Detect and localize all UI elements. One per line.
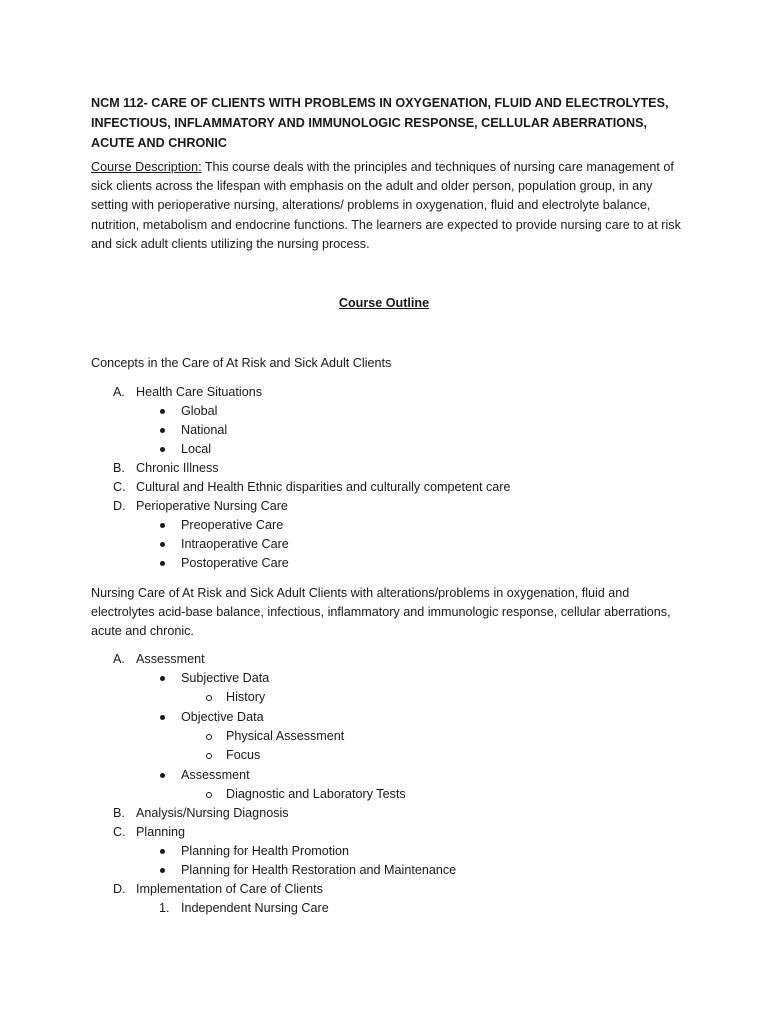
outline-text: Subjective Data	[181, 671, 270, 685]
bullet-icon	[160, 447, 165, 452]
bullet-icon	[160, 428, 165, 433]
outline-text: Planning	[136, 825, 186, 839]
circle-bullet-icon	[206, 753, 212, 759]
circle-bullet-icon	[206, 695, 212, 701]
outline-text: Assessment	[136, 652, 205, 666]
course-title: NCM 112- CARE OF CLIENTS WITH PROBLEMS IN OXYGENATION, FLUID AND ELECTROLYTES, INFECTIOUS, INFLAMMATORY AND IMMUNOLOGIC RESPONSE, CELLULAR ABERRATIONS, ACUTE AND CHRONIC	[91, 96, 669, 150]
outline-text: Intraoperative Care	[181, 537, 289, 551]
outline-text: Diagnostic and Laboratory Tests	[226, 787, 406, 801]
outline-marker: C.	[113, 825, 126, 839]
bullet-icon	[160, 868, 165, 873]
bullet-icon	[160, 523, 165, 528]
outline-text: Perioperative Nursing Care	[136, 499, 288, 513]
bullet-icon	[160, 715, 165, 720]
outline-text: Planning for Health Promotion	[181, 844, 350, 858]
outline-text: Global	[181, 404, 218, 418]
section2-intro: Nursing Care of At Risk and Sick Adult Clients with alterations/problems in oxygenation, fluid and electrolytes acid-base balance, infectious, inflammatory and immunologic response, cellular aberrations, acute and chronic.	[91, 586, 671, 639]
outline-text: Objective Data	[181, 710, 264, 724]
outline-text: Chronic Illness	[136, 461, 219, 475]
outline-text: Cultural and Health Ethnic disparities and culturally competent care	[136, 480, 511, 494]
outline-text: Postoperative Care	[181, 556, 289, 570]
course-description-text: This course deals with the principles and techniques of nursing care management of sick clients across the lifespan with emphasis on the adult and older person, population group, in any setting with perioperative nursing, alterations/ problems in oxygenation, fluid and electrolyte balance, nutrition, metabolism and endocrine functions. The learners are expected to provide nursing care to at risk and sick adult clients utilizing the nursing process.	[91, 160, 681, 251]
outline-heading: Course Outline	[338, 296, 430, 310]
outline-text: Local	[181, 442, 212, 456]
outline-marker: B.	[113, 806, 125, 820]
outline-text: Preoperative Care	[181, 518, 284, 532]
bullet-icon	[160, 773, 165, 778]
outline-marker: 1.	[159, 901, 170, 915]
course-description	[91, 158, 691, 254]
bullet-icon	[160, 676, 165, 681]
outline-text: Physical Assessment	[226, 729, 345, 743]
outline-text: Assessment	[181, 768, 250, 782]
bullet-icon	[160, 561, 165, 566]
bullet-icon	[160, 849, 165, 854]
bullet-icon	[160, 542, 165, 547]
outline-text: Implementation of Care of Clients	[136, 882, 323, 896]
outline-marker: B.	[113, 461, 125, 475]
section1-title: Concepts in the Care of At Risk and Sick Adult Clients	[91, 356, 392, 370]
outline-text: National	[181, 423, 228, 437]
outline-text: History	[226, 690, 266, 704]
outline-marker: A.	[113, 385, 125, 399]
circle-bullet-icon	[206, 792, 212, 798]
circle-bullet-icon	[206, 734, 212, 740]
outline-marker: A.	[113, 652, 125, 666]
course-description-label: Course Description:	[91, 160, 202, 174]
outline-text: Focus	[226, 748, 261, 762]
outline-marker: C.	[113, 480, 126, 494]
outline-text: Health Care Situations	[136, 385, 263, 399]
bullet-icon	[160, 409, 165, 414]
outline-text: Independent Nursing Care	[181, 901, 329, 915]
outline-marker: D.	[113, 499, 126, 513]
outline-text: Analysis/Nursing Diagnosis	[136, 806, 289, 820]
outline-text: Planning for Health Restoration and Maintenance	[181, 863, 457, 877]
outline-marker: D.	[113, 882, 126, 896]
